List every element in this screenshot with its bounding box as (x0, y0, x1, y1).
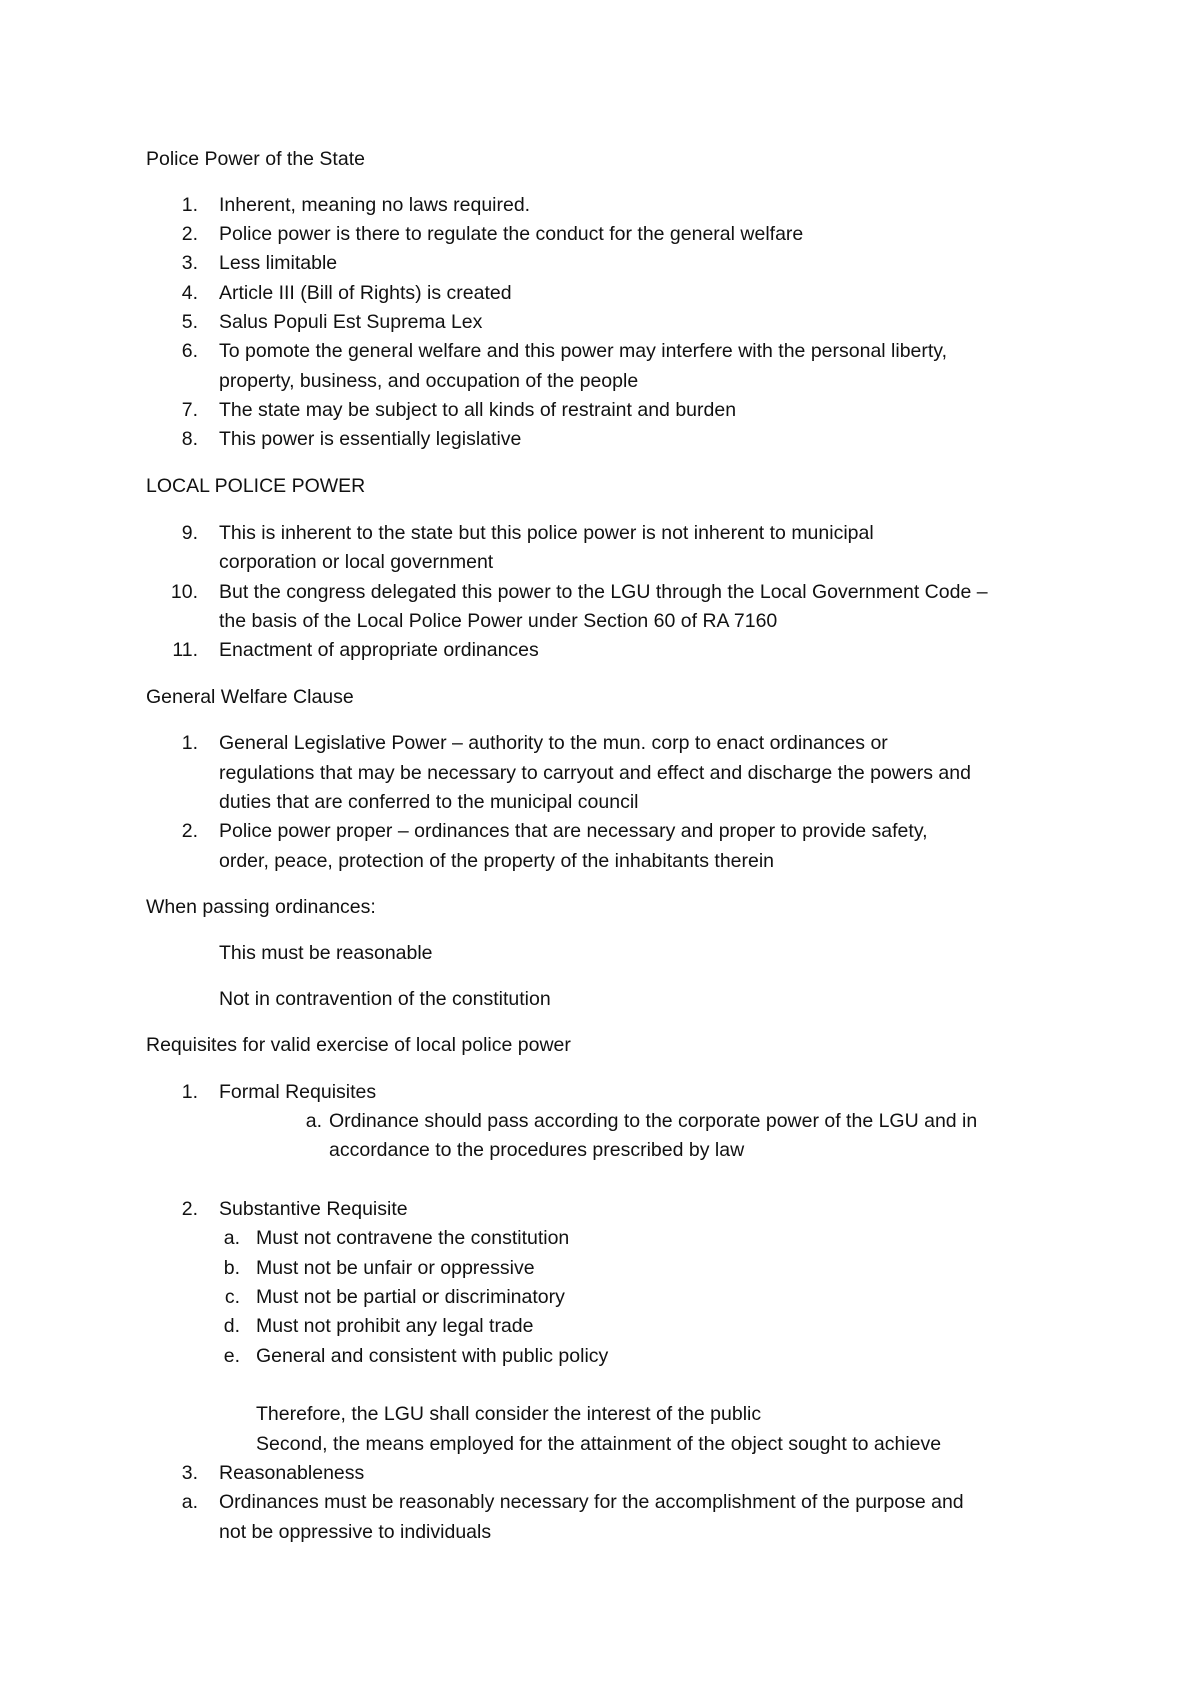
list-number: 10. (170, 581, 198, 603)
sublist-item: Must not contravene the constitution (256, 1227, 570, 1249)
list-number: 5. (181, 311, 198, 333)
list-item: Article III (Bill of Rights) is created (219, 282, 512, 304)
note-line: Therefore, the LGU shall consider the interest of the public (256, 1403, 762, 1425)
sublist-letter: d. (223, 1315, 240, 1337)
list-number: 1. (181, 732, 198, 754)
list-number: 3. (181, 252, 198, 274)
list-item: Inherent, meaning no laws required. (219, 194, 531, 216)
sublist-item: Must not prohibit any legal trade (256, 1315, 534, 1337)
list-item: Formal Requisites (219, 1081, 377, 1103)
list-number: 1. (181, 1081, 198, 1103)
list-item: This power is essentially legislative (219, 428, 522, 450)
list-item: Substantive Requisite (219, 1198, 408, 1220)
sublist-item: Must not be unfair or oppressive (256, 1257, 535, 1279)
sublist-item-continuation: accordance to the procedures prescribed by law (329, 1139, 745, 1161)
list-number: 4. (181, 282, 198, 304)
list-number: 2. (181, 1198, 198, 1220)
section-heading: LOCAL POLICE POWER (146, 475, 366, 497)
sublist-item-continuation: not be oppressive to individuals (219, 1521, 492, 1543)
list-number: 1. (181, 194, 198, 216)
list-item-continuation: duties that are conferred to the municipal council (219, 791, 639, 813)
sublist-item: Ordinances must be reasonably necessary for the accomplishment of the purpose and (219, 1491, 964, 1513)
sublist-letter: b. (223, 1257, 240, 1279)
list-item: This is inherent to the state but this police power is not inherent to municipal (219, 522, 874, 544)
list-item: General Legislative Power – authority to the mun. corp to enact ordinances or (219, 732, 888, 754)
list-item: But the congress delegated this power to the LGU through the Local Government Code – (219, 581, 988, 603)
sublist-letter: a. (305, 1110, 322, 1132)
list-number: 2. (181, 223, 198, 245)
sublist-letter: e. (223, 1345, 240, 1367)
paragraph: Not in contravention of the constitution (219, 988, 551, 1010)
list-item: Police power proper – ordinances that are necessary and proper to provide safety, (219, 820, 928, 842)
list-number: 2. (181, 820, 198, 842)
section-heading: Police Power of the State (146, 148, 365, 170)
sublist-item: Ordinance should pass according to the corporate power of the LGU and in (329, 1110, 978, 1132)
section-heading: General Welfare Clause (146, 686, 354, 708)
sublist-letter: a. (223, 1227, 240, 1249)
list-item: Enactment of appropriate ordinances (219, 639, 539, 661)
list-item-continuation: property, business, and occupation of the people (219, 370, 639, 392)
list-item-continuation: corporation or local government (219, 551, 494, 573)
list-item: Less limitable (219, 252, 338, 274)
list-item: The state may be subject to all kinds of restraint and burden (219, 399, 737, 421)
paragraph: This must be reasonable (219, 942, 433, 964)
sublist-item: Must not be partial or discriminatory (256, 1286, 565, 1308)
list-number: 7. (181, 399, 198, 421)
list-number: 9. (181, 522, 198, 544)
list-item-continuation: regulations that may be necessary to carryout and effect and discharge the powers and (219, 762, 971, 784)
list-item: Salus Populi Est Suprema Lex (219, 311, 483, 333)
sublist-item: General and consistent with public policy (256, 1345, 609, 1367)
list-number: 8. (181, 428, 198, 450)
section-heading: Requisites for valid exercise of local police power (146, 1034, 571, 1056)
list-item: Police power is there to regulate the conduct for the general welfare (219, 223, 804, 245)
list-item-continuation: order, peace, protection of the property of the inhabitants therein (219, 850, 775, 872)
sublist-letter: c. (224, 1286, 240, 1308)
list-number: 3. (181, 1462, 198, 1484)
list-number: 11. (172, 639, 198, 661)
list-number: 6. (181, 340, 198, 362)
list-item: Reasonableness (219, 1462, 365, 1484)
note-line: Second, the means employed for the attainment of the object sought to achieve (256, 1433, 942, 1455)
sublist-letter: a. (181, 1491, 198, 1513)
list-item: To pomote the general welfare and this power may interfere with the personal liberty, (219, 340, 948, 362)
list-item-continuation: the basis of the Local Police Power under Section 60 of RA 7160 (219, 610, 778, 632)
section-heading: When passing ordinances: (146, 896, 376, 918)
